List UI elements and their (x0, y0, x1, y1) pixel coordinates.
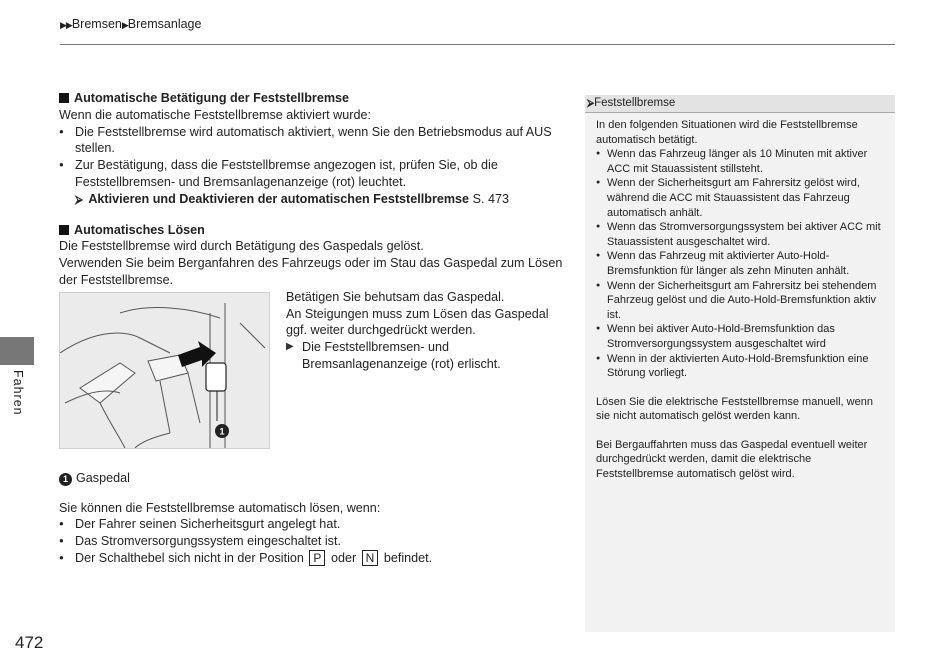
gear-key-p: P (309, 550, 325, 566)
list-item: ● Die Feststellbremse wird automatisch aktiviert, wenn Sie den Betriebsmodus auf AUS stellen. (59, 124, 574, 158)
side-note-header (585, 95, 895, 113)
header-divider (60, 44, 895, 45)
xref-title[interactable]: Aktivieren und Deaktivieren der automatischen Feststellbremse (88, 191, 470, 206)
result-arrow-icon: ▶ (286, 341, 294, 353)
cross-reference-link[interactable] (59, 191, 574, 209)
breadcrumb (60, 17, 201, 31)
note-intro: In den folgenden Situationen wird die Feststellbremse automatisch betätigt. (596, 119, 858, 146)
note-paragraph-3: Bei Bergauffahrten muss das Gaspedal eventuell weiter durchgedrückt werden, damit die elektrische Feststellbremse automatisch gelöst wird. (596, 438, 868, 481)
list-item: ● Wenn der Sicherheitsgurt am Fahrersitz gelöst wird, während die ACC mit Stauassistent das Fahrzeug automatisch anhält. (596, 176, 885, 220)
list-item: ● Zur Bestätigung, dass die Feststellbremse angezogen ist, prüfen Sie, ob die Feststellbremsen- und Bremsanlagenanzeige (rot) leuchtet. (59, 157, 574, 191)
section1-bullet-list (59, 124, 574, 191)
figure-instruction-2: An Steigungen muss zum Lösen das Gaspedal ggf. weiter durchgedrückt werden. (286, 306, 549, 338)
figure-callout-number: 1 (219, 426, 225, 437)
square-bullet-icon (59, 225, 69, 235)
section1-intro: Wenn die automatische Feststellbremse aktiviert wurde: (59, 107, 371, 122)
list-item: ● Wenn in der aktivierten Auto-Hold-Bremsfunktion eine Störung vorliegt. (596, 352, 885, 381)
note-reference-icon: ⮚ (587, 98, 595, 109)
side-note-panel (585, 95, 895, 632)
breadcrumb-item-bremsen[interactable]: Bremsen (71, 17, 122, 31)
side-tab-marker (0, 337, 34, 365)
section-heading-auto-apply: Automatische Betätigung der Feststellbremse (59, 90, 574, 107)
figure-caption: 1 Gaspedal (59, 470, 574, 487)
section-heading-auto-release: Automatisches Lösen (59, 222, 574, 239)
section2-paragraph2: Verwenden Sie beim Berganfahren des Fahrzeugs oder im Stau das Gaspedal zum Lösen der Feststellbremse. (59, 256, 563, 287)
conditions-list (59, 516, 574, 566)
list-item: ● Wenn das Fahrzeug länger als 10 Minuten mit aktiver ACC mit Stauassistent stillsteht. (596, 147, 885, 176)
list-item: ● Wenn das Stromversorgungssystem bei aktiver ACC mit Stauassistent ausgeschaltet wird. (596, 220, 885, 249)
reference-arrow-icon: ⮚ (75, 193, 83, 206)
figure-instruction-1: Betätigen Sie behutsam das Gaspedal. (286, 289, 505, 304)
list-item: ● Das Stromversorgungssystem eingeschaltet ist. (59, 533, 574, 550)
note-bullet-list (596, 147, 885, 381)
breadcrumb-arrow-icon: ▶▶ (60, 20, 72, 30)
side-note-body (585, 113, 895, 482)
list-item: ● Der Schalthebel sich nicht in der Position P oder N befindet. (59, 550, 574, 567)
breadcrumb-arrow-icon: ▶ (121, 20, 128, 30)
pedal-illustration (59, 292, 270, 449)
xref-page[interactable]: S. 473 (472, 191, 509, 206)
figure-instructions (286, 289, 571, 373)
side-note-title: Feststellbremse (594, 97, 676, 109)
gear-key-n: N (362, 550, 379, 566)
list-item: ● Der Fahrer seinen Sicherheitsgurt angelegt hat. (59, 516, 574, 533)
callout-number-icon: 1 (59, 473, 72, 486)
note-paragraph-2: Lösen Sie die elektrische Feststellbremse manuell, wenn sie nicht automatisch gelöst werden kann. (596, 395, 873, 423)
main-content (59, 90, 574, 567)
list-item: ● Wenn das Fahrzeug mit aktivierter Auto-Hold-Bremsfunktion für länger als zehn Minuten anhält. (596, 249, 885, 278)
figure-result: ▶ Die Feststellbremsen- und Bremsanlagenanzeige (rot) erlischt. (286, 340, 501, 371)
list-item: ● Wenn der Sicherheitsgurt am Fahrersitz bei stehendem Fahrzeug gelöst und die Auto-Hold-Bremsfunktion aktiv ist. (596, 279, 885, 323)
conditions-intro: Sie können die Feststellbremse automatisch lösen, wenn: (59, 500, 381, 515)
side-section-label: Fahren (11, 370, 25, 416)
list-item: ● Wenn bei aktiver Auto-Hold-Bremsfunktion das Stromversorgungssystem ausgeschaltet wird (596, 322, 885, 351)
page-number: 472 (15, 633, 44, 652)
breadcrumb-item-bremsanlage[interactable]: Bremsanlage (127, 17, 202, 31)
pedal-illustration-drawing (60, 293, 269, 448)
section2-paragraph1: Die Feststellbremse wird durch Betätigung des Gaspedals gelöst. (59, 239, 424, 254)
figure-row (59, 289, 574, 464)
square-bullet-icon (59, 93, 69, 103)
